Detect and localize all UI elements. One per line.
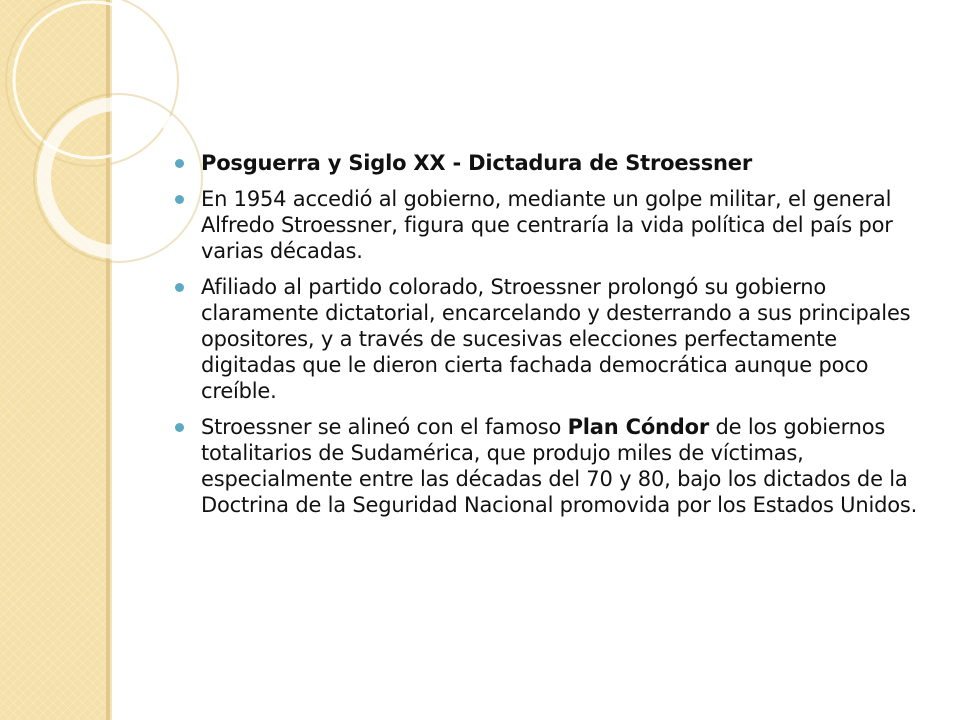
slide-title: Posguerra y Siglo XX - Dictadura de Stroessner xyxy=(201,151,752,175)
bullet-dot-icon xyxy=(175,283,184,292)
large-ring-shadow xyxy=(6,0,178,166)
bullet-text: Afiliado al partido colorado, Stroessner prolongó su gobierno claramente dictatorial, encarcelando y desterrando a sus principales opositores, y a través de sucesivas elecciones perfectamente digitadas que le dieron cierta fachada democrática aunque poco creíble. xyxy=(201,275,911,403)
bullet-item-title xyxy=(170,150,930,176)
bullet-dot-icon xyxy=(175,159,184,168)
bullet-text-before: Stroessner se alineó con el famoso xyxy=(201,415,568,439)
slide-content xyxy=(170,150,930,528)
bullet-item-colorado xyxy=(170,274,930,404)
bullet-item-1954 xyxy=(170,186,930,264)
plan-condor-emphasis: Plan Cóndor xyxy=(567,415,710,439)
bullet-text-after: de los gobiernos totalitarios de Sudamérica, que produjo miles de víctimas, especialmente entre las décadas del 70 y 80, bajo los dictados de la Doctrina de la Seguridad Nacional promovida por los Estados Unidos. xyxy=(201,415,918,517)
large-ring xyxy=(14,2,170,158)
bullet-dot-icon xyxy=(175,423,184,432)
bullet-text: En 1954 accedió al gobierno, mediante un golpe militar, el general Alfredo Stroessner, figura que centraría la vida política del país por varias décadas. xyxy=(201,187,893,263)
bullet-list xyxy=(170,150,930,518)
bullet-item-plan-condor xyxy=(170,414,930,518)
bullet-dot-icon xyxy=(175,195,184,204)
